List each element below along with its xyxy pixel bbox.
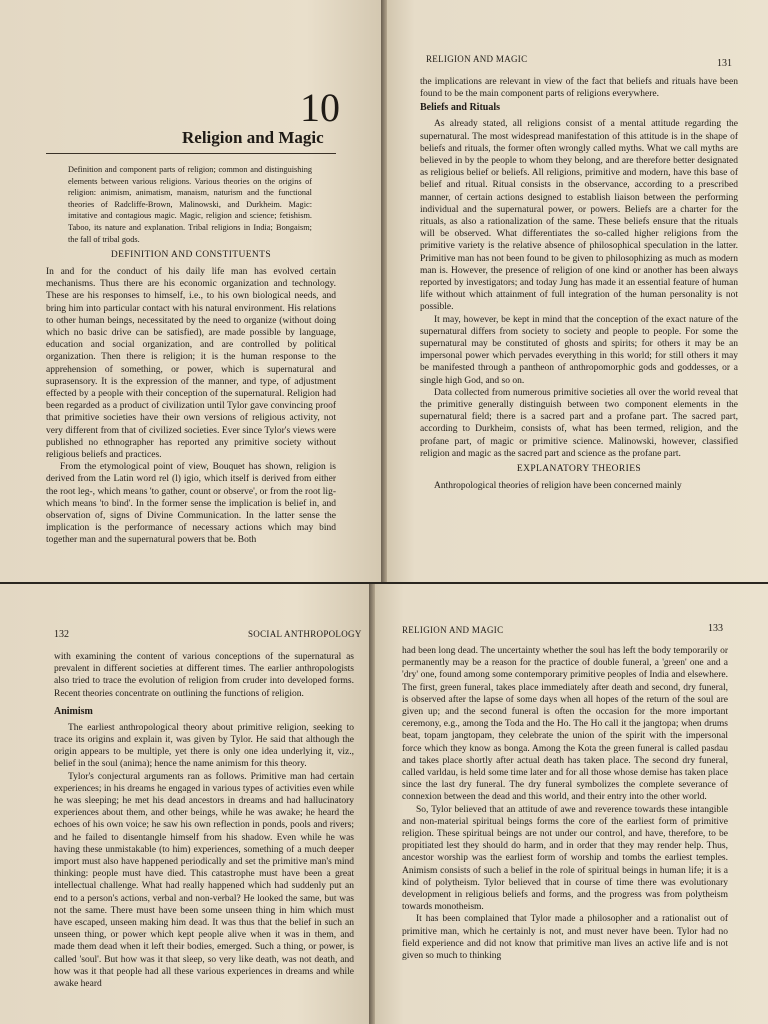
paragraph: Tylor's conjectural arguments ran as follows. Primitive man had certain experiences; in his dreams he engaged in various types of activities even while he was sleeping; he met his dead ancestors in dreams and had hallucinatory experiences about them, and other beings, while he was awake; he heard the echoes of his own voice; he saw his own reflection in ponds, pools and rivers; and he failed to disentangle himself from his shadow. Even while he was having these unmistakable (to him) experiences, something of a much deeper import must also have happened periodically and set the primitive man's mind thinking: people must have died. This catastrophe must have been a great intellectual challenge. What had really happened which had suddenly put an end to a person's actions, verbal and non-verbal? He looked the same, but was not the same. There must have been some unseen thing in him which must have escaped, unseen making him dead. It was thus that the belief in such an unseen thing, or power which kept people alive when it was in them, and made them dead when it left their bodies, emerged. Such a thing, or power, is called 'soul'. But how was it that sleep, so very like death, was not death, and how was it that people had all these various experiences in dreams and while awake heard [54,771,354,990]
page-number: 131 [717,58,732,69]
page-132-body [54,651,354,990]
page-number: 132 [54,629,69,640]
page-number: 133 [708,623,723,634]
page-131 [384,0,768,583]
section-heading-definition: DEFINITION AND CONSTITUENTS [110,250,272,260]
paragraph: It has been complained that Tylor made a philosopher and a rationalist out of primitive man, which he certainly is not, and must never have been. Tylor had no field experience and did not know that primitive man lives an active life and is not given so much to thinking [402,914,728,962]
paragraph: Data collected from numerous primitive societies all over the world reveal that the primitive generally distinguish between two component elements in the supernatural field; there is a sacred part and a profane part. The sacred part, according to Durkheim, consists of, what has been termed, religion, and the profane part, of magic or primitive science. Malinowski, however, classified religion and magic as the sacred part and science as the profane part. [420,387,738,459]
running-head: SOCIAL ANTHROPOLOGY [248,629,362,639]
page-130 [0,0,384,583]
page-133 [372,583,768,1024]
running-head: RELIGION AND MAGIC [402,625,504,635]
paragraph: In and for the conduct of his daily life man has evolved certain mechanisms. Thus there are his economic organization and technology. These are his responses to himself, i.e., to his own biological needs, and bring him into particular contact with his natural environment. His relations to other human beings, necessitated by the need to organize (without doing which no basic drive can be satisfied), are made possible by language, education and social organization, and are controlled by political organization. Then there is religion; it is the human response to the apprehension of something, or power, which is supernatural and suprasensory. It is the expression of the manner, and type, of adjustment effected by a people with their conception of the supernatural. Religion had been regarded as a product of civilization until Tylor gave convincing proof that primitive societies have their own versions of religious activity, not very different from that of civilized societies. Ever since Tylor's views were published no ethnographer has reported any primitive society without religious beliefs and practices. [46,267,336,461]
chapter-abstract: Definition and component parts of religion; common and distinguishing elements between various religions. Various theories on the origins of religion: animism, animatism, manaism, naturism and the functional theories of Radcliffe-Brown, Malinowski, and Durkheim. Magic: imitative and contagious magic. Magic, religion and science; fetishism. Taboo, its nature and explanation. Tribal religions in India; Bongaism; the fall of tribal gods. [68,165,312,244]
photo-seam [0,582,768,584]
page-131-body [420,76,738,492]
page-130-body [46,250,336,547]
book-gutter-bottom [369,583,375,1024]
section-heading-theories: EXPLANATORY THEORIES [516,464,642,475]
page-133-body [402,645,728,962]
paragraph: The earliest anthropological theory about primitive religion, seeking to trace its origins and explain it, was given by Tylor. He said that although the origin appears to be multiple, yet there is only one idea underlying it, viz., belief in the soul (anima); hence the name animism for this theory. [54,722,354,770]
paragraph: From the etymological point of view, Bouquet has shown, religion is derived from the Latin word rel (l) igio, which itself is derived from either the root leg-, which means 'to gather, count or observe', or from the root lig- which means 'to bind'. In the former sense the implication is belief in, and observation of, signs of Divine Communication. In the latter sense the implication is the performance of necessary actions which may bind together man and the supernatural powers that be. Both [46,462,336,546]
paragraph: Anthropological theories of religion have been concerned mainly [434,481,682,492]
paragraph: with examining the content of various conceptions of the supernatural as prevalent in different societies at different times. The earlier anthropologists also tried to trace the evolution of religion from cruder into developed forms. Recent theories concentrate on outlining the functions of religion. [54,652,354,699]
chapter-title: Religion and Magic [182,128,324,147]
page-132 [0,583,372,1024]
running-head: RELIGION AND MAGIC [426,54,528,64]
paragraph: It may, however, be kept in mind that the conception of the exact nature of the supernatural differs from society to society and people to people. For some the supernatural may be constituted of ghosts and spirits; for others it may be an impersonal power which pervades everything in this world; for still others it may be manifested through a pantheon of anthropomorphic gods and goddesses, or a single high God, and so on. [420,314,738,386]
book-gutter-top [381,0,387,583]
chapter-title-rule [46,153,336,154]
paragraph: As already stated, all religions consist of a mental attitude regarding the supernatural. The most widespread manifestation of this attitude is in the shape of beliefs and rituals, the former often wrongly called myths. What we call myths are believed in by the people to whom they belong, and are therefore better designated as religious belief or beliefs. All religions, primitive and modern, have this base of belief and ritual. Ritual consists in the observance, according to a prescribed manner, of certain actions designed to establish liaison between the performing individual and the supernatural power, or powers. Beliefs are a charter for the rituals, as also a rationalization of the same. These beliefs ensure that the rituals will be observed. What differentiates the so-called higher religions from the primitive variety is the relative absence of philosophical speculation in the latter. Primitive man has not been found to be given to philosophizing as much as modern man is. However, the presence of religion of one kind or another has been always reported by investigators; and today Jung has made it an essential feature of human life without which attainment of full integration of the human personality is not possible. [420,119,738,313]
paragraph: had been long dead. The uncertainty whether the soul has left the body temporarily or permanently may be a reason for the practice of double funeral, a 'green' one and a 'dry' one, found among some contemporary primitive peoples of India and elsewhere. The first, green funeral, takes place immediately after death and second, dry funeral, is observed after the lapse of some days when all hopes of the return of the soul are given up; and the second funeral is often the occasion for the more important ceremony, e.g., among the Toda and the Ho. The Ho call it the jangtopa; when drums beat, topam jangtopam, they celebrate the union of the spirit with the impersonal force which they know as bonga. Among the Kota the green funeral is called pasdau and takes place shortly after actual death has taken place. The second dry funeral, called varldau, is held some time later and for all those whose demise has taken place since the last dry funeral. The dry funeral symbolizes the complete severance of connexion between the dead and this world, and their entry into the other world. [402,646,728,803]
subheading-beliefs-rituals: Beliefs and Rituals [420,102,501,114]
subheading-animism: Animism [54,705,93,717]
chapter-number: 10 [300,85,340,130]
paragraph: So, Tylor believed that an attitude of awe and reverence towards these intangible and non-material spiritual beings forms the core of the earliest form of primitive religion. These spiritual beings are not under our control, and have, therefore, to be propitiated lest they should do harm, and in order that they may render help. Thus, ancestor worship was the earliest form of worship and tombs the earliest temples. Animism consists of such a belief in the role of spiritual beings in human life; it is a kind of polytheism. Tylor believed that in course of time there was evolutionary development in religious beliefs and forms, and the progress was from polytheism towards monotheism. [402,804,728,913]
paragraph: the implications are relevant in view of the fact that beliefs and rituals have been found to be the main component parts of religions everywhere. [420,77,738,100]
